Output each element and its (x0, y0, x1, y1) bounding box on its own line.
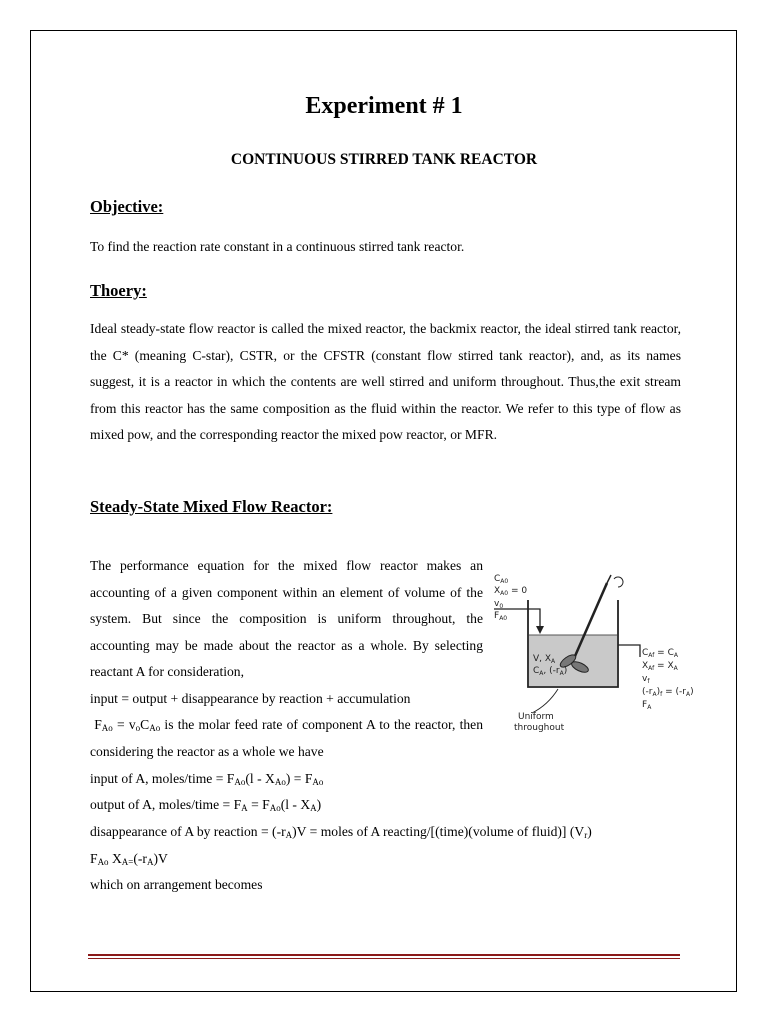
input-of-a-equation: input of A, moles/time = $F_{Ao}(l - X_{Ao}) = F_{Ao}$ (90, 771, 324, 787)
objective-heading: Objective: (90, 197, 164, 216)
tank-volume-label: V, $X_A$ (533, 654, 556, 665)
molar-feed-rate-text: $F_{Ao} = v_oC_{Ao}$ is the molar feed rate of component A to the reactor, then considering the reactor as a whole we have (90, 717, 483, 759)
inlet-arrowhead (536, 626, 544, 634)
footer-rule-thin (88, 958, 680, 959)
arrangement-text: which on arrangement becomes (90, 877, 263, 892)
mfr-intro-text: The performance equation for the mixed flow reactor makes an accounting of a given component within an element of volume of the system. But since the composition is uniform throughout, the accounting may be made about the reactor as a whole. By selecting reactant A for consideration, (90, 558, 483, 680)
outlet-flow-label: $v_f$ (642, 674, 650, 685)
stirrer-top (607, 575, 611, 583)
throughout-label: throughout (514, 723, 565, 733)
outlet-molar-flow-label: $F_A$ (642, 700, 652, 711)
theory-text: Ideal steady-state flow reactor is called the mixed reactor, the backmix reactor, the ideal stirred tank reactor, the C* (meaning C-star), CSTR, or the CFSTR (constant flow stirred tank reactor), and, as its names suggest, it is a reactor in which the contents are well stirred and uniform throughout. Thus,the exit stream from this reactor has the same composition as the fluid within the reactor. We refer to this type of flow as mixed pow, and the corresponding reactor the mixed pow reactor, or MFR. (90, 321, 681, 443)
mfr-heading: Steady-State Mixed Flow Reactor: (90, 497, 333, 516)
page-subtitle: CONTINUOUS STIRRED TANK REACTOR (230, 151, 538, 168)
outlet-concentration-label: $C_{Af} = C_A$ (642, 648, 678, 659)
page-title: Experiment # 1 (305, 93, 463, 119)
rotation-arrow-icon (614, 577, 623, 587)
outlet-conversion-label: $X_{Af} = X_A$ (642, 661, 678, 672)
inlet-molar-flow-label: $F_{A0}$ (494, 611, 508, 622)
output-of-a-equation: output of A, moles/time = $F_A = F_{Ao}(l - X_A)$ (90, 797, 322, 813)
uniform-leader-line (532, 689, 558, 713)
mass-balance-equation: $F_{Ao}$ $X_{A=}(-r_A)V$ (90, 851, 168, 867)
mixed-flow-reactor-diagram (490, 565, 705, 740)
theory-heading: Thoery: (90, 281, 147, 300)
footer-rule-thick (88, 954, 680, 956)
objective-text: To find the reaction rate constant in a continuous stirred tank reactor. (90, 239, 465, 254)
uniform-label: Uniform (518, 712, 554, 722)
inlet-concentration-label: $C_{A0}$ (494, 574, 509, 585)
inlet-flow-label: $v_0$ (494, 599, 504, 610)
balance-equation: input = output + disappearance by reaction + accumulation (90, 691, 411, 706)
tank-concentration-label: $C_A$, $(-r_A)$ (533, 666, 568, 677)
disappearance-equation: disappearance of A by reaction = $(-r_A)V$ = moles of A reacting/[(time)(volume of fluid)] $(V_r)$ (90, 824, 592, 840)
inlet-conversion-label: $X_{A0} = 0$ (494, 586, 528, 597)
outlet-rate-label: $(-r_A)_f = (-r_A)$ (642, 687, 694, 698)
outlet-pipe (618, 645, 640, 657)
